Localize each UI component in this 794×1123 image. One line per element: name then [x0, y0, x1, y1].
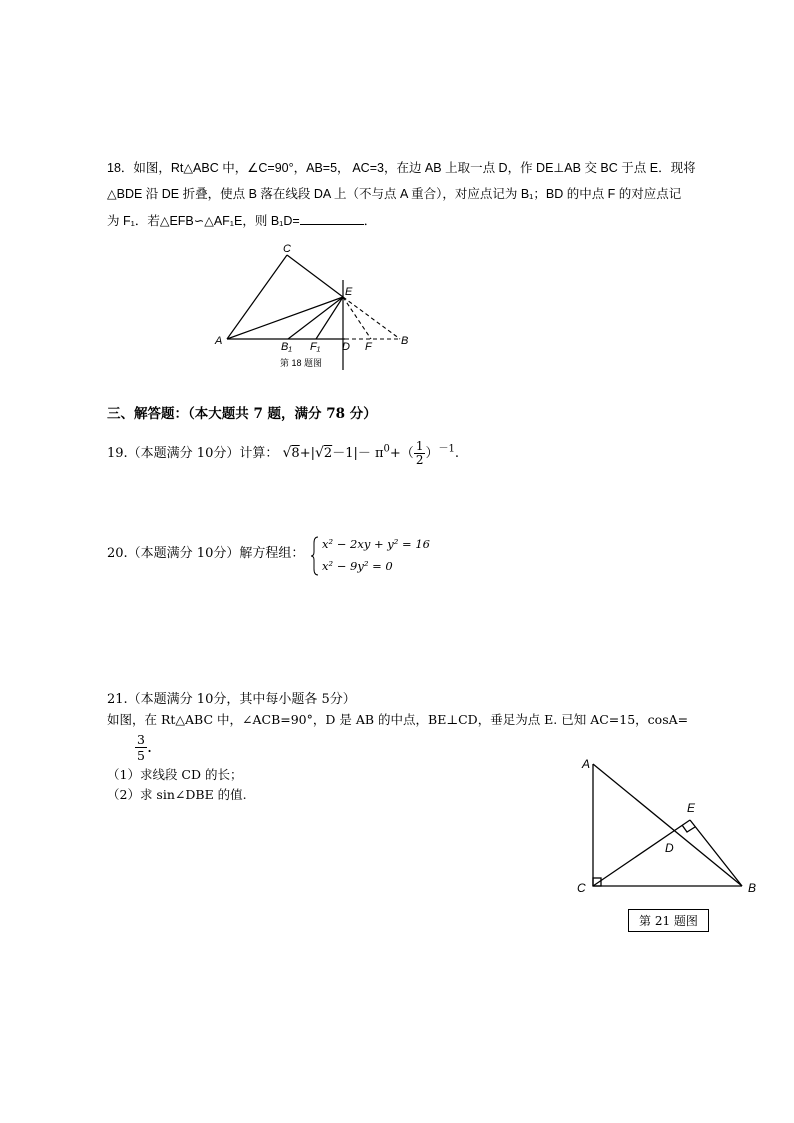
segment-eb	[690, 820, 742, 886]
q21-body: 如图，在 Rt△ABC 中，∠ACB=90°，D 是 AB 的中点，BE⊥CD，垂足为点 E. 已知 AC=15，cosA=	[107, 712, 689, 727]
segment-ce	[287, 255, 343, 297]
q20-system	[310, 535, 430, 577]
q19-prefix: 19.（本题满分 10分）计算：	[107, 446, 279, 461]
q18-line2: △BDE 沿 DE 折叠，使点 B 落在线段 DA 上（不与点 A 重合），对应点记为 B₁；BD 的中点 F 的对应点记	[107, 187, 682, 201]
q21-frac-num: 3	[137, 732, 145, 747]
q20-eq1: x² − 2xy + y² = 16	[322, 537, 430, 551]
label-e: E	[687, 801, 696, 815]
q20-prefix: 20.（本题满分 10分）解方程组：	[107, 546, 305, 561]
q21-fraction	[135, 732, 152, 763]
q19-zero: 0	[383, 443, 390, 455]
sqrt-symbol-2: √	[314, 445, 324, 461]
segment-ef-dashed	[343, 297, 371, 339]
label-d: D	[665, 841, 674, 855]
segment-b1e	[288, 297, 343, 339]
label-b: B	[401, 335, 409, 347]
q19-frac-den: 2	[415, 453, 424, 467]
brace-icon	[310, 535, 320, 577]
sqrt-symbol: √	[282, 445, 292, 461]
segment-ae	[227, 297, 343, 339]
label-f1: F₁	[310, 341, 321, 353]
q18-line3	[107, 212, 376, 229]
q19-fraction	[414, 440, 426, 467]
segment-ab	[593, 764, 742, 886]
q21-part1: （1）求线段 CD 的长；	[107, 767, 243, 782]
answer-blank	[300, 212, 364, 225]
label-a: A	[582, 757, 591, 771]
q19-end: .	[454, 446, 459, 461]
segment-ce	[593, 820, 690, 886]
q21-frac-end: .	[146, 737, 153, 756]
q19-plus: +|	[299, 446, 315, 461]
figure-21	[572, 752, 772, 902]
label-b: B	[748, 881, 757, 895]
segment-ac	[227, 255, 287, 339]
q19-frac-num: 1	[415, 439, 424, 453]
q21-frac-den: 5	[137, 748, 145, 763]
label-a: A	[215, 335, 223, 347]
section-3-title: 三、解答题：（本大题共 7 题，满分 78 分）	[107, 406, 377, 422]
q19	[107, 440, 459, 467]
q18-line1: 18．如图，Rt△ABC 中，∠C=90°，AB=5， AC=3，在边 AB 上取一点 D，作 DE⊥AB 交 BC 于点 E．现将	[107, 161, 696, 175]
q19-close: ）	[425, 446, 439, 461]
figure-18-caption: 第 18 题图	[280, 358, 323, 368]
label-c: C	[283, 243, 291, 255]
segment-f1e	[316, 297, 343, 339]
q19-minus1: －1|－	[332, 446, 371, 461]
q21-part2: （2）求 sin∠DBE 的值.	[107, 787, 247, 802]
label-e: E	[345, 286, 353, 298]
q19-sqrt8: 8	[291, 446, 300, 461]
figure-21-caption: 第 21 题图	[628, 909, 709, 932]
segment-eb-dashed	[343, 297, 400, 339]
q18-line3-end: ．	[363, 214, 377, 228]
q19-pi: π	[374, 446, 384, 461]
label-b1: B₁	[281, 341, 292, 353]
label-c: C	[577, 881, 586, 895]
right-angle-e	[682, 825, 695, 832]
figure-18	[205, 240, 425, 375]
q21-header: 21.（本题满分 10分，其中每小题各 5分）	[107, 692, 356, 707]
label-f: F	[365, 341, 372, 353]
q19-neg1: －1	[438, 443, 455, 455]
label-d: D	[342, 341, 350, 353]
q20-eq2: x² − 9y² = 0	[322, 559, 393, 573]
q19-sqrt2: 2	[323, 446, 333, 461]
q18-line3-text: 为 F₁．若△EFB∽△AF₁E，则 B₁D=	[107, 214, 300, 228]
q19-plus2: +（	[389, 446, 414, 461]
